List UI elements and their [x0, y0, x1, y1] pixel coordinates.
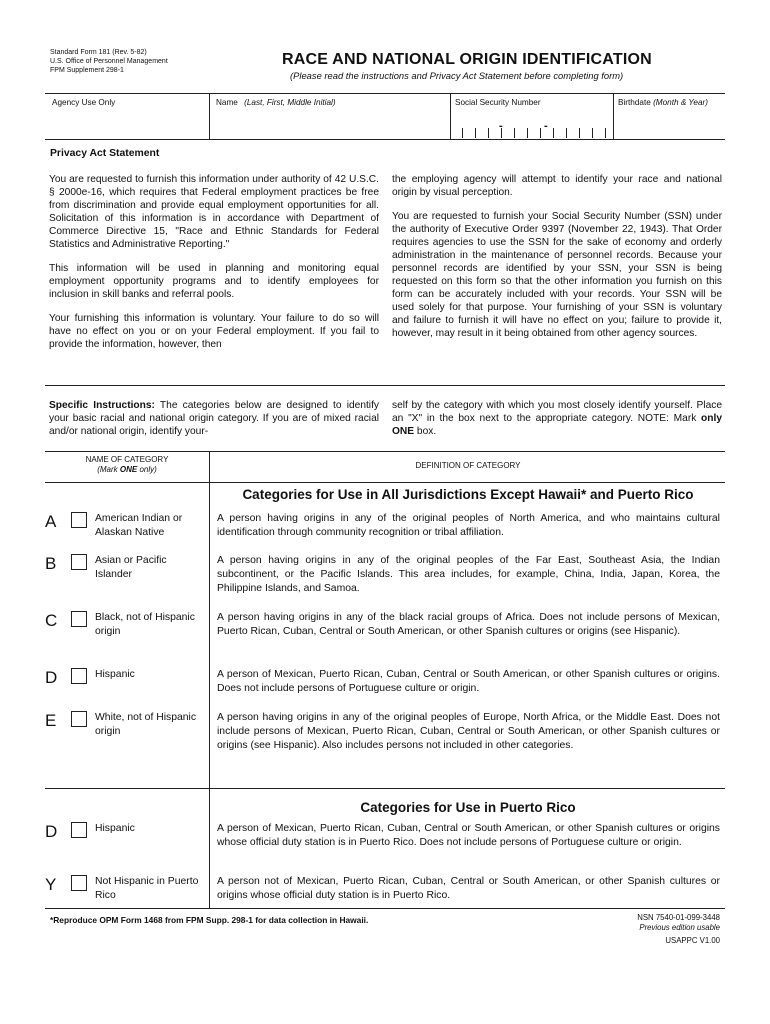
privacy-right-column	[392, 173, 722, 351]
form-id-line2: U.S. Office of Personnel Management	[50, 58, 168, 65]
category-definition: A person having origins in any of the original peoples of Europe, North Africa, or the Middle East. Does not include persons of Mexican, Puerto Rican, Cuban, Central or South American, or other Spanish cultures or origins (see Hispanic). Also includes persons not included in other categories.	[217, 712, 720, 751]
usappc-code: USAPPC V1.00	[665, 936, 720, 945]
form-title: RACE AND NATIONAL ORIGIN IDENTIFICATION	[282, 51, 652, 68]
col-header-name: NAME OF CATEGORY (Mark ONE only)	[50, 455, 204, 475]
category-c-checkbox[interactable]	[71, 611, 87, 627]
instructions-text: The categories below are designed to identify your basic racial and national origin category. If you are of mixed racial and/or national origin, identify your-	[49, 400, 379, 437]
category-letter: B	[45, 554, 57, 573]
nsn-number: NSN 7540-01-099-3448	[637, 913, 720, 922]
form-id-line3: FPM Supplement 298-1	[50, 67, 124, 74]
section-title-jurisdictions: Categories for Use in All Jurisdictions Except Hawaii* and Puerto Rico	[242, 487, 694, 502]
category-letter: A	[45, 512, 57, 531]
form-id-line1: Standard Form 181 (Rev. 5-82)	[50, 49, 147, 56]
category-letter: E	[45, 711, 57, 730]
ssn-label: Social Security Number	[455, 98, 541, 107]
category-e-checkbox[interactable]	[71, 711, 87, 727]
agency-use-label: Agency Use Only	[52, 98, 116, 107]
section-title-puerto-rico: Categories for Use in Puerto Rico	[360, 800, 576, 815]
instructions-end: box.	[414, 426, 437, 437]
category-name: Hispanic	[95, 823, 135, 834]
footer-codes	[560, 913, 720, 946]
category-name: Black, not of Hispanic origin	[95, 612, 195, 637]
footer-note: *Reproduce OPM Form 1468 from FPM Supp. 298-1 for data collection in Hawaii.	[50, 915, 369, 925]
category-definition: A person of Mexican, Puerto Rican, Cuban, Central or South American, or other Spanish cultures or origins whose official duty station is in Puerto Rico. Does not include persons of Portuguese culture or origin.	[217, 823, 720, 848]
edition-note: Previous edition usable	[639, 923, 720, 932]
category-definition: A person having origins in any of the original peoples of North America, and who maintains cultural identification through community recognition or tribal affiliation.	[217, 513, 720, 538]
category-definition: A person of Mexican, Puerto Rican, Cuban, Central or South American, or other Spanish cultures or origins. Does not include persons of Portuguese culture or origin.	[217, 669, 720, 694]
category-definition: A person having origins in any of the original peoples of the Far East, Southeast Asia, the Indian subcontinent, or the Pacific Islands. This area includes, for example, China, India, Japan, Korea, the Philippine Islands, and Samoa.	[217, 555, 720, 594]
instructions-left	[49, 399, 379, 438]
privacy-left-column	[49, 173, 379, 362]
ssn-separator-1: -	[499, 120, 503, 132]
birthdate-label: Birthdate	[618, 98, 651, 107]
form-subtitle: (Please read the instructions and Privacy Act Statement before completing form)	[290, 70, 624, 81]
category-d-checkbox[interactable]	[71, 668, 87, 684]
name-label: Name	[216, 98, 238, 107]
category-name: Asian or Pacific Islander	[95, 555, 167, 580]
category-letter: D	[45, 822, 58, 841]
category-a-checkbox[interactable]	[71, 512, 87, 528]
category-letter: C	[45, 611, 58, 630]
privacy-paragraph: You are requested to furnish this information under authority of 42 U.S.C. § 2000e-16, which requires that Federal employment practices be free from discrimination and provide equal employment opportunities for all. Solicitation of this information is in accordance with Department of Commerce Directive 15, "Race and Ethnic Standards for Federal Statistics and Administrative Reporting."	[49, 174, 379, 250]
category-letter: D	[45, 668, 58, 687]
category-name: Not Hispanic in Puerto Rico	[95, 876, 199, 901]
privacy-paragraph: the employing agency will attempt to identify your race and national origin by visual perception.	[392, 174, 722, 198]
ssn-separator-2: -	[544, 120, 548, 132]
category-definition: A person not of Mexican, Puerto Rican, Cuban, Central or South American, or other Spanish cultures or origins whose official duty station is in Puerto Rico.	[217, 876, 720, 901]
instructions-text-right: self by the category with which you most closely identify yourself. Place an "X" in the box next to the appropriate category. NOTE: Mark	[392, 400, 722, 424]
category-name: Hispanic	[95, 669, 135, 680]
category-b-checkbox[interactable]	[71, 554, 87, 570]
instructions-lead: Specific Instructions:	[49, 400, 155, 411]
category-name: American Indian or Alaskan Native	[95, 513, 183, 538]
name-field[interactable]	[216, 98, 444, 136]
agency-use-field	[52, 98, 202, 136]
name-hint: (Last, First, Middle Initial)	[244, 98, 336, 107]
category-d-pr-checkbox[interactable]	[71, 822, 87, 838]
col-header-definition: DEFINITION OF CATEGORY	[415, 461, 521, 470]
privacy-paragraph: You are requested to furnish your Social Security Number (SSN) under the authority of Executive Order 9397 (November 22, 1943). That Order requires agencies to use the SSN for the sake of economy and orderly administration in the maintenance of personnel records. Because your personnel records are identified by your SSN, your SSN is being requested on this form so that the other information you furnish on this form can be accurately included with your records. Your SSN will be used solely for that purpose. Your furnishing of your SSN is voluntary and failure to furnish it will have no effect on you; failure to provide it, however, may result in it being obtained from other agency sources.	[392, 211, 722, 339]
category-y-checkbox[interactable]	[71, 875, 87, 891]
col-header-name-line1: NAME OF CATEGORY	[85, 455, 169, 464]
privacy-heading: Privacy Act Statement	[50, 148, 160, 159]
birthdate-field[interactable]	[618, 98, 723, 136]
category-letter: Y	[45, 875, 57, 894]
ssn-field[interactable]	[455, 98, 610, 136]
form-identifier	[50, 48, 168, 75]
instructions-right	[392, 399, 722, 438]
category-definition: A person having origins in any of the black racial groups of Africa. Does not include persons of Mexican, Puerto Rican, Cuban, Central or South American, or other Spanish cultures or origins (see Hispanic).	[217, 612, 720, 637]
instructions-note-bold: only ONE	[392, 413, 722, 437]
privacy-paragraph: Your furnishing this information is voluntary. Your failure to do so will have no effect on you or on your Federal employment. If you fail to provide the information, however, then	[49, 313, 379, 350]
privacy-paragraph: This information will be used in planning and monitoring equal employment opportunity programs and to identify employees for inclusion in skill banks and referral pools.	[49, 263, 379, 300]
birthdate-hint: (Month & Year)	[653, 98, 708, 107]
category-name: White, not of Hispanic origin	[95, 712, 197, 737]
